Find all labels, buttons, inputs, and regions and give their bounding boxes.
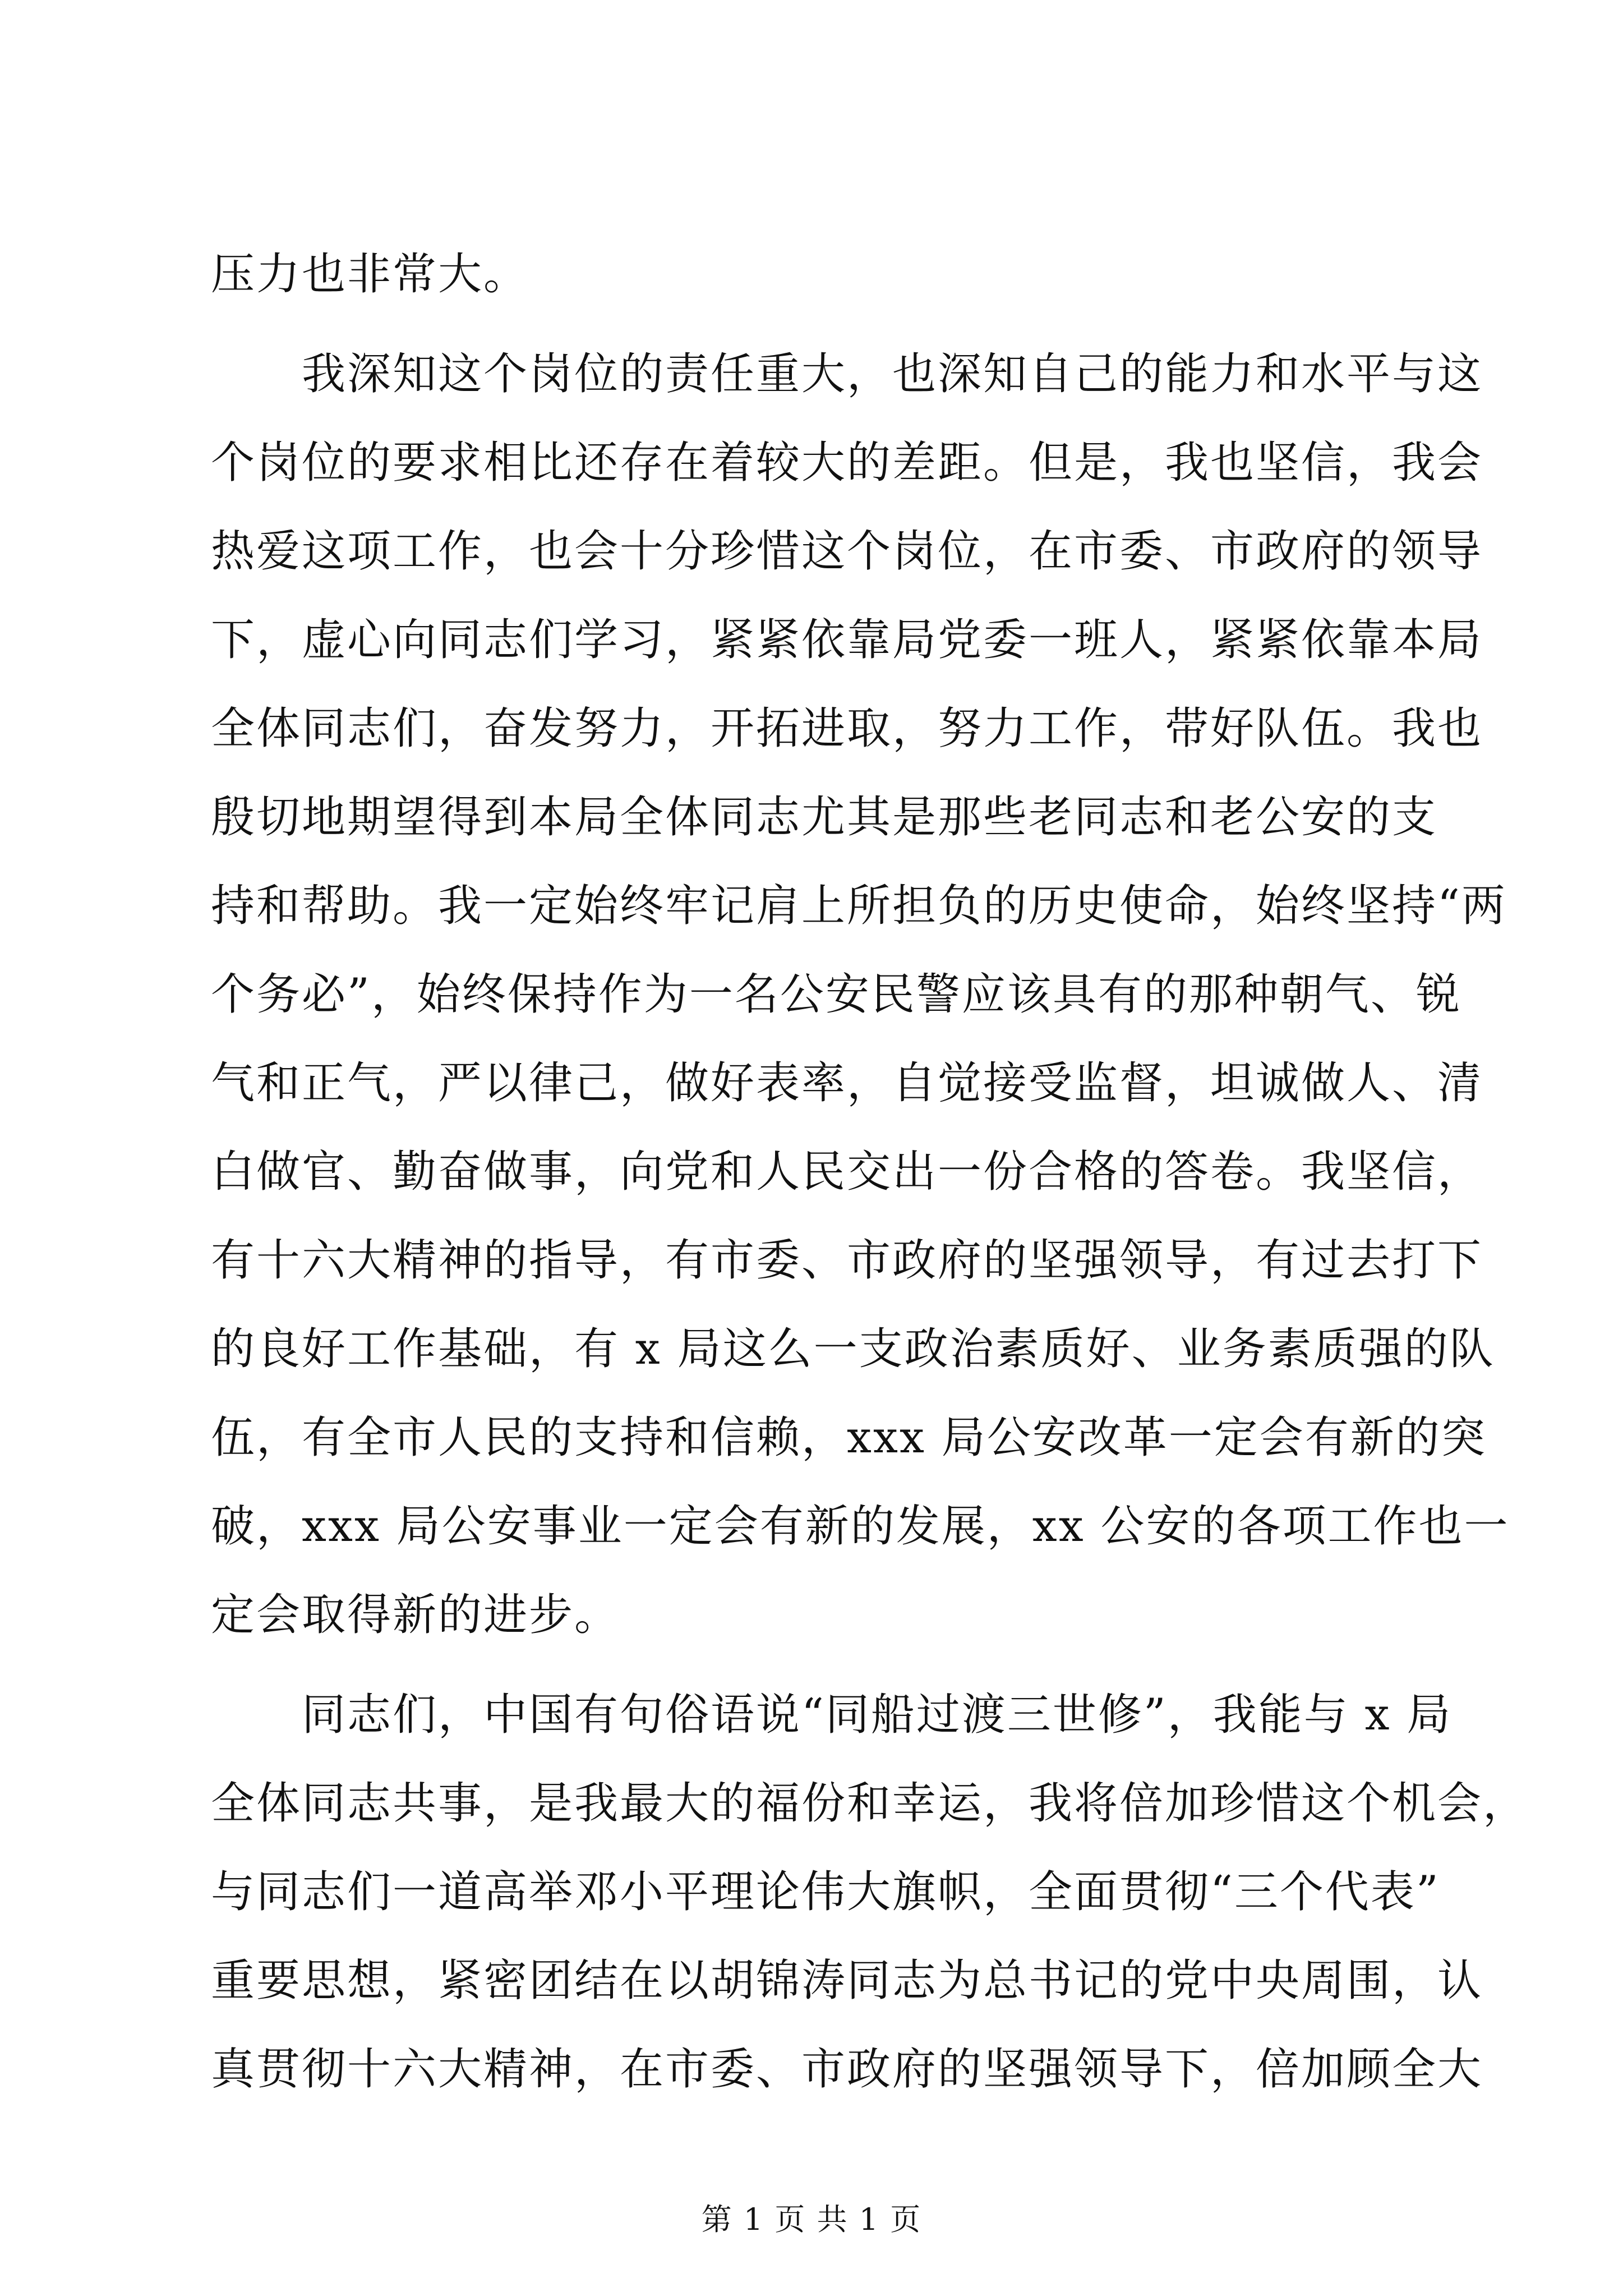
paragraph-line: 持和帮助。我一定始终牢记肩上所担负的历史使命，始终坚持“两 [211, 881, 1507, 931]
paragraph-line: 全体同志共事，是我最大的福份和幸运，我将倍加珍惜这个机会， [211, 1778, 1529, 1829]
paragraph-line: 重要思想，紧密团结在以胡锦涛同志为总书记的党中央周围，认 [211, 1955, 1483, 2006]
paragraph-line: 全体同志们，奋发努力，开拓进取，努力工作，带好队伍。我也 [211, 703, 1483, 754]
page-footer: 第 1 页 共 1 页 [701, 2202, 922, 2237]
paragraph-line: 殷切地期望得到本局全体同志尤其是那些老同志和老公安的支 [211, 792, 1438, 843]
paragraph-line: 压力也非常大。 [211, 249, 529, 300]
paragraph-line: 我深知这个岗位的责任重大，也深知自己的能力和水平与这 [302, 349, 1483, 399]
paragraph-line: 伍，有全市人民的支持和信赖，xxx 局公安改革一定会有新的突 [211, 1412, 1487, 1463]
paragraph-line: 有十六大精神的指导，有市委、市政府的坚强领导，有过去打下 [211, 1235, 1483, 1286]
paragraph-line: 与同志们一道高举邓小平理论伟大旗帜，全面贯彻“三个代表” [211, 1867, 1440, 1917]
paragraph-line: 定会取得新的进步。 [211, 1590, 620, 1640]
paragraph-line: 个务必”，始终保持作为一名公安民警应该具有的那种朝气、锐 [211, 969, 1461, 1020]
paragraph-line: 气和正气，严以律己，做好表率，自觉接受监督，坦诚做人、清 [211, 1058, 1483, 1108]
paragraph-line: 热爱这项工作，也会十分珍惜这个岗位，在市委、市政府的领导 [211, 526, 1483, 577]
paragraph-line: 同志们，中国有句俗语说“同船过渡三世修”，我能与 x 局 [302, 1690, 1453, 1740]
paragraph-line: 破，xxx 局公安事业一定会有新的发展，xx 公安的各项工作也一 [211, 1501, 1510, 1552]
paragraph-line: 个岗位的要求相比还存在着较大的差距。但是，我也坚信，我会 [211, 438, 1483, 488]
paragraph-line: 下，虚心向同志们学习，紧紧依靠局党委一班人，紧紧依靠本局 [211, 615, 1483, 665]
paragraph-line: 白做官、勤奋做事，向党和人民交出一份合格的答卷。我坚信， [211, 1147, 1483, 1197]
paragraph-line: 真贯彻十六大精神，在市委、市政府的坚强领导下，倍加顾全大 [211, 2044, 1483, 2095]
paragraph-line: 的良好工作基础，有 x 局这么一支政治素质好、业务素质强的队 [211, 1324, 1495, 1374]
